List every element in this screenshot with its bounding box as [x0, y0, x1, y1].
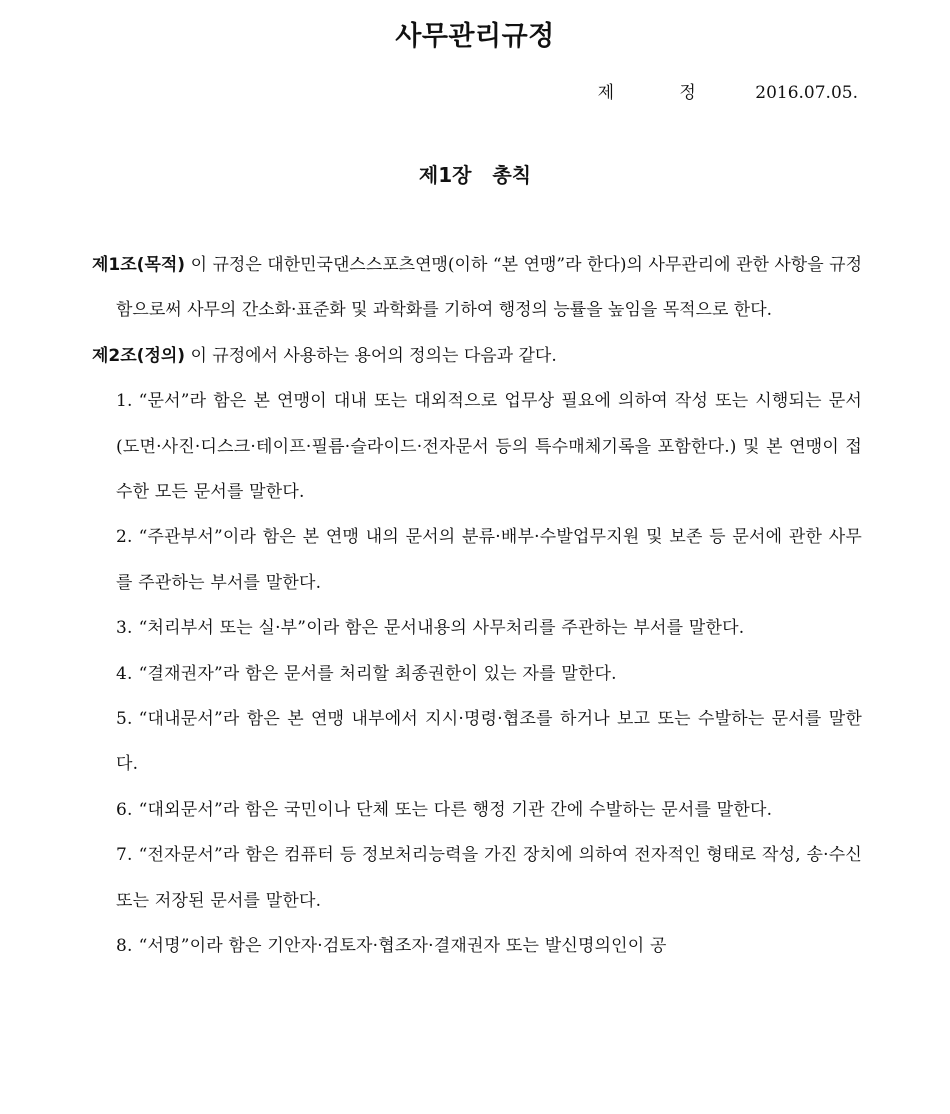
list-item-number: 3. — [116, 618, 133, 639]
list-item — [92, 788, 862, 833]
document-body — [92, 243, 862, 970]
article-text: 이 규정은 대한민국댄스스포츠연맹(이하 “본 연맹”라 한다)의 사무관리에 관한 사항을 규정함으로써 사무의 간소화·표준화 및 과학화를 기하여 행정의 능률을 높임을 목적으로 한다. — [116, 255, 862, 321]
enactment-date: 2016.07.05. — [755, 83, 858, 103]
enactment-label: 제 정 — [597, 83, 726, 103]
list-item-number: 1. — [116, 391, 133, 412]
list-item-text: “서명”이라 함은 기안자·검토자·협조자·결재권자 또는 발신명의인이 공 — [138, 936, 667, 957]
document-title: 사무관리규정 — [395, 21, 555, 53]
list-item-text: “대내문서”라 함은 본 연맹 내부에서 지시·명령·협조를 하거나 보고 또는 수발하는 문서를 말한다. — [116, 709, 862, 775]
list-item — [92, 697, 862, 788]
list-item — [92, 606, 862, 651]
list-item-text: “주관부서”이라 함은 본 연맹 내의 문서의 분류·배부·수발업무지원 및 보존 등 문서에 관한 사무를 주관하는 부서를 말한다. — [116, 527, 862, 593]
chapter-heading: 제1장 총칙 — [418, 162, 532, 187]
article-heading: 제2조(정의) — [92, 345, 186, 366]
list-item-number: 2. — [116, 527, 133, 548]
definition-list — [92, 379, 862, 969]
list-item — [92, 833, 862, 924]
list-item-number: 5. — [116, 709, 133, 730]
list-item-text: “처리부서 또는 실·부”이라 함은 문서내용의 사무처리를 주관하는 부서를 말한다. — [138, 618, 745, 639]
list-item-number: 8. — [116, 936, 133, 957]
list-item — [92, 652, 862, 697]
article-text: 이 규정에서 사용하는 용어의 정의는 다음과 같다. — [190, 345, 557, 366]
article-1 — [92, 243, 862, 334]
list-item-number: 7. — [116, 845, 133, 866]
list-item — [92, 924, 862, 969]
list-item-text: “대외문서”라 함은 국민이나 단체 또는 다른 행정 기관 간에 수발하는 문서를 말한다. — [138, 799, 773, 820]
article-heading: 제1조(목적) — [92, 255, 186, 275]
enactment-line — [598, 80, 858, 106]
article-2 — [92, 334, 862, 379]
list-item — [92, 379, 862, 515]
list-item — [92, 515, 862, 606]
list-item-text: “전자문서”라 함은 컴퓨터 등 정보처리능력을 가진 장치에 의하여 전자적인 형태로 작성, 송·수신 또는 저장된 문서를 말한다. — [116, 845, 862, 911]
list-item-text: “문서”라 함은 본 연맹이 대내 또는 대외적으로 업무상 필요에 의하여 작성 또는 시행되는 문서 (도면·사진·디스크·테이프·필름·슬라이드·전자문서 등의 특수매체기록을 포함한다.) 및 본 연맹이 접수한 모든 문서를 말한다. — [116, 391, 862, 503]
list-item-number: 4. — [116, 663, 133, 684]
list-item-number: 6. — [116, 799, 133, 820]
list-item-text: “결재권자”라 함은 문서를 처리할 최종권한이 있는 자를 말한다. — [138, 663, 617, 684]
